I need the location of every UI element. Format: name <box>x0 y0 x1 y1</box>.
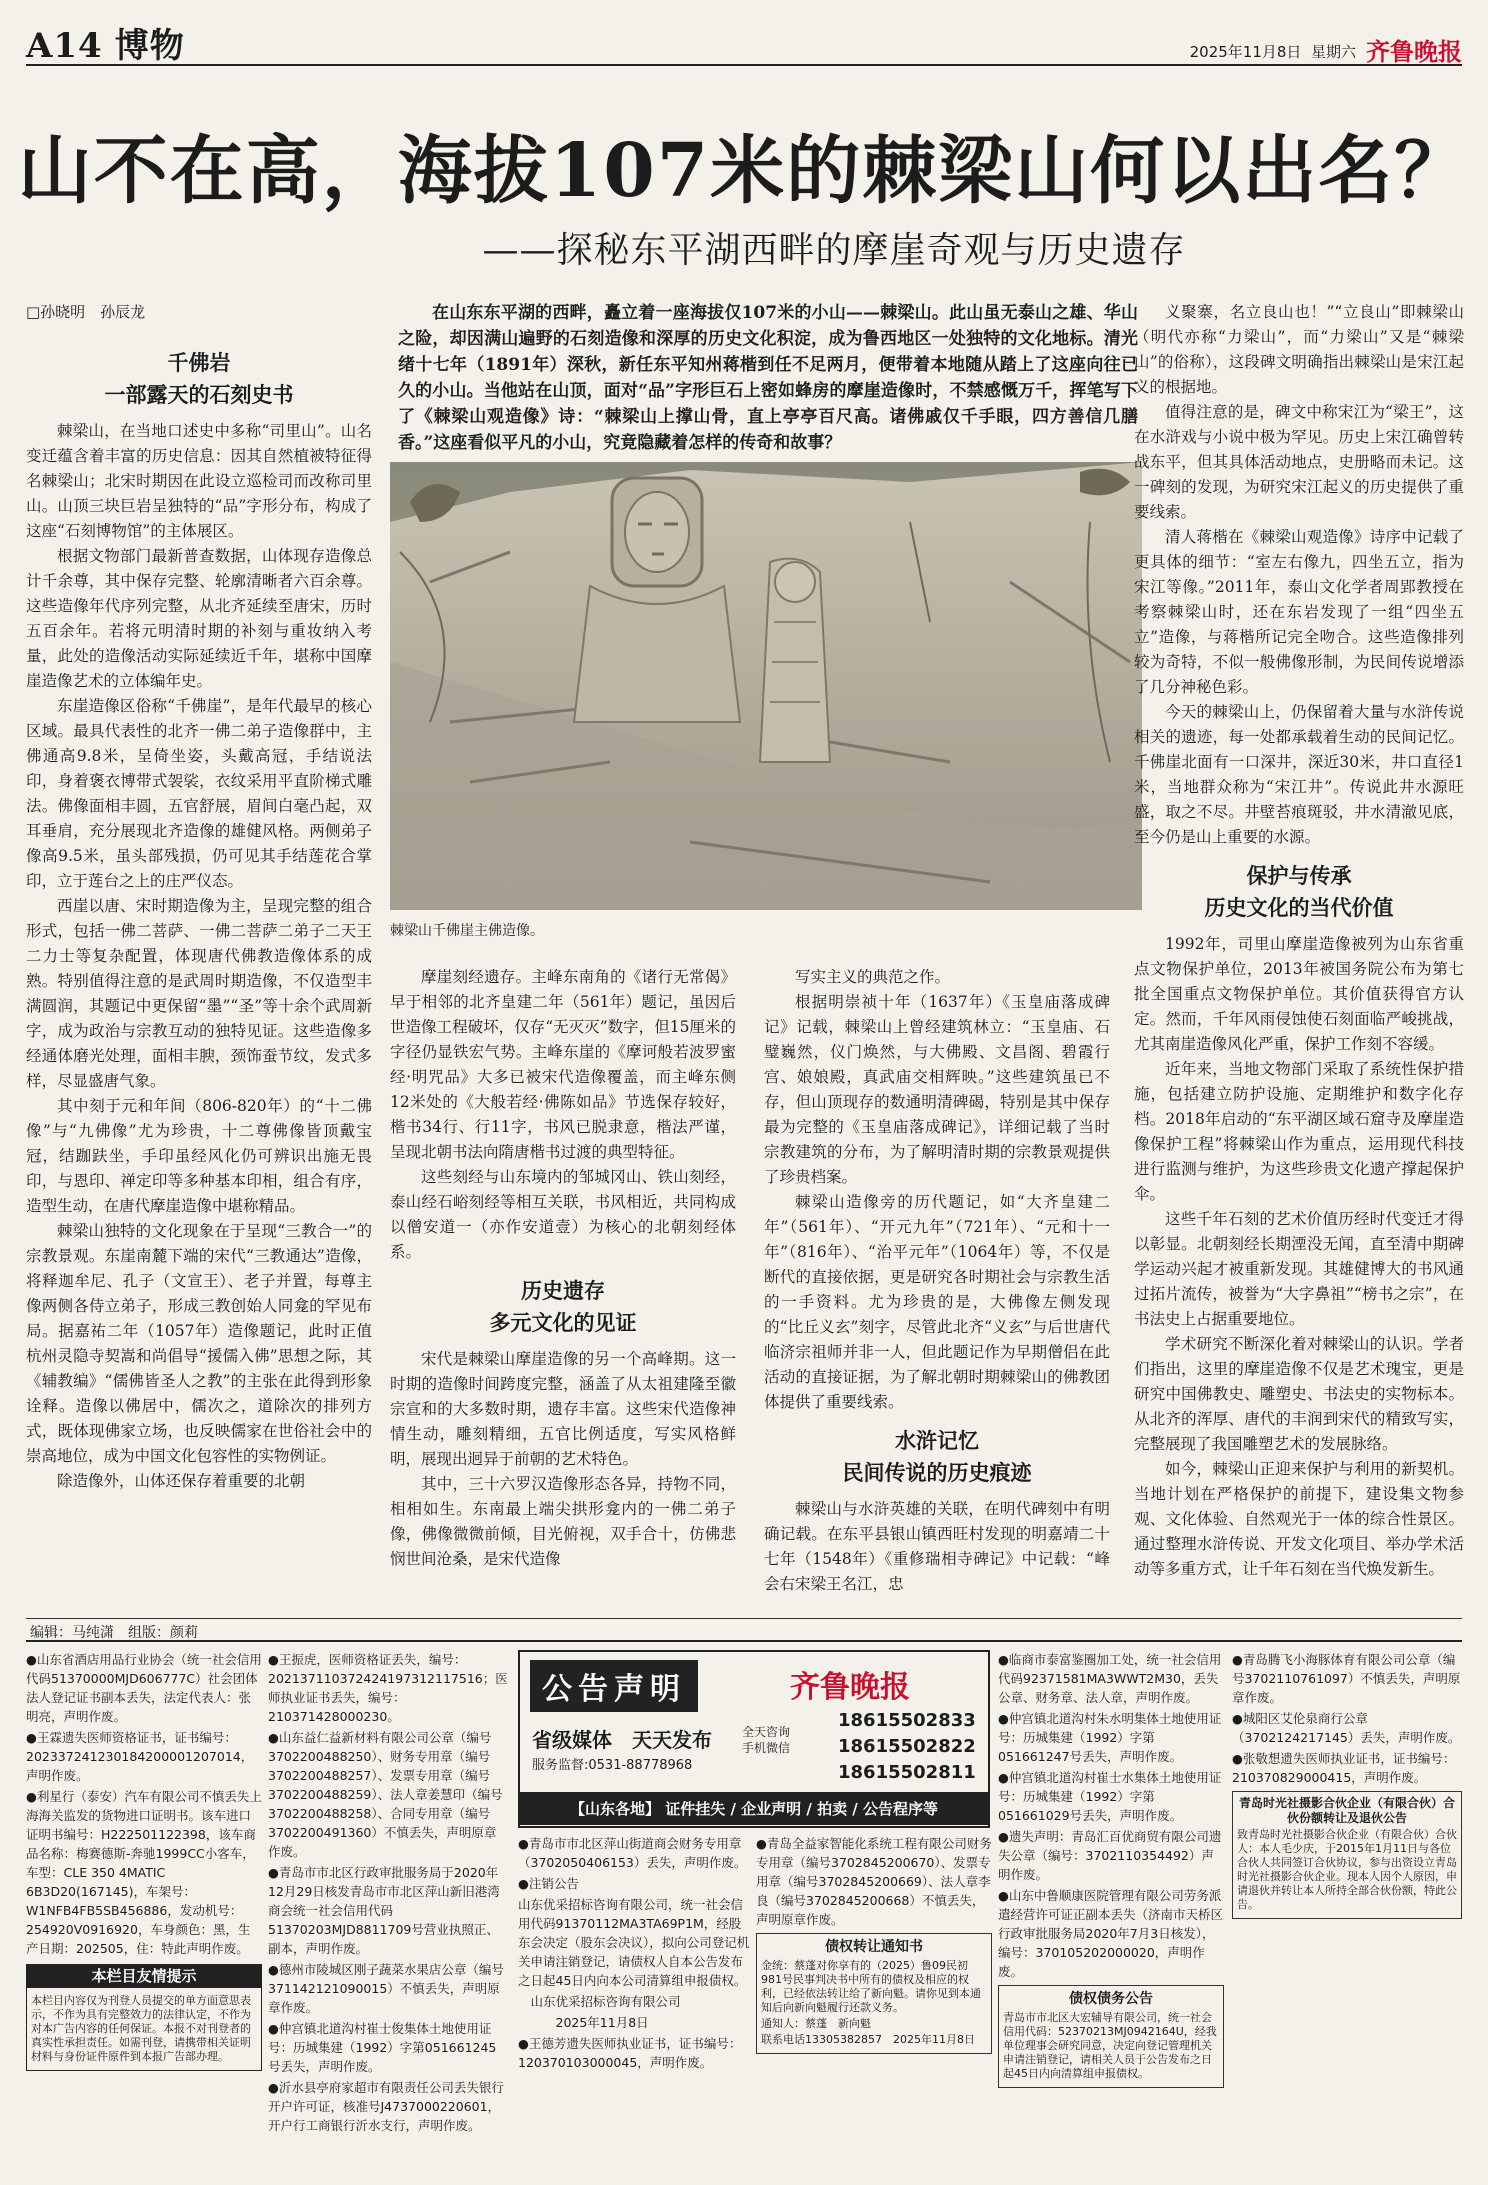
editor-credits: 编辑：马纯潇 组版：颜莉 <box>26 1618 1462 1642</box>
date: 2025年11月8日 <box>1189 43 1302 61</box>
page-number: A14 <box>26 26 103 66</box>
classified-item: ●青岛市市北区行政审批服务局于2020年12月29日核发青岛市市北区萍山新旧港湾商会统一社会信用代码51370203MJD8811709号营业执照正、副本，声明作废。 <box>268 1865 500 1956</box>
debt-notice: 债权债务公告 青岛市市北区大宏辅导有限公司，统一社会信用代码：52370213MJ0942164U，经我单位理事会研究同意，决定向登记管理机关申请注销登记，请相关人员于公告发布之日起45日内向清算组申报债权。 <box>998 1985 1224 2088</box>
classified-item: ●注销公告 <box>518 1876 579 1891</box>
debt-transfer-notice: 债权转让通知书 金统：蔡蓬对你享有的（2025）鲁09民初981号民事判决书中所有的债权及相应的权利，已经依法转让给了新向魁。请你见到本通知后向新向魁履行还款义务。 通知人：蔡蓬 新向魁 联系电话13305382857 2025年11月8日 <box>756 1933 992 2054</box>
paragraph: 其中刻于元和年间（806-820年）的“十二佛像”与“九佛像”尤为珍贵，十二尊佛像皆顶戴宝冠，结跏趺坐，手印虽经风化仍可辨识出施无畏印，与恩印、禅定印等多种基本印相，组合有序，造型生动，在唐代摩崖造像中堪称精品。 <box>26 1097 372 1215</box>
article-column-1 <box>26 300 372 1600</box>
paragraph: 宋代是棘梁山摩崖造像的另一个高峰期。这一时期的造像时间跨度完整，涵盖了从太祖建隆至徽宗宣和的大多数时期，遗存丰富。这些宋代造像神情生动，雕刻精细，五官比例适度，写实风格鲜明，展现出迥异于前朝的艺术特色。 <box>390 1350 736 1468</box>
section-name: 博物 <box>114 26 185 66</box>
tip-title: 本栏目友情提示 <box>27 1965 261 1988</box>
paper-logo: 齐鲁晚报 <box>1366 37 1462 66</box>
classified-item: ●青岛全益家智能化系统工程有限公司财务专用章（编号3702845200670）、发票专用章（编号3702845200669）、法人章李良（编号3702845200668）不慎丢失，声明原章作废。 <box>756 1836 992 1927</box>
photo-buddha-cliff <box>390 462 1142 910</box>
banner-slogan: 省级媒体 天天发布 <box>532 1728 712 1752</box>
classified-item: ●德州市陵城区刚子蔬菜水果店公章（编号371142121090015）不慎丢失，声明原章作废。 <box>268 1962 504 2015</box>
classified-column-2 <box>268 1650 508 2170</box>
article-column-3 <box>764 965 1110 1600</box>
paragraph: 写实主义的典范之作。 <box>795 968 951 986</box>
paragraph: 西崖以唐、宋时期造像为主，呈现完整的组合形式，包括一佛二菩萨、一佛二菩萨二弟子二天王二力士等复杂配置，体现唐代佛教造像体系的成熟。特别值得注意的是武周时期造像，不仅造型丰满圆润，其题记中更保留“墨”“圣”等十余个武周新字，成为政治与宗教互动的独特见证。这些造像多经通体磨光处理，面相丰腴，颈饰蚕节纹，发式多样，尽显盛唐气象。 <box>26 897 372 1090</box>
classified-item: ●青岛腾飞小海豚体育有限公司公章（编号3702110761097）不慎丢失，声明原章作废。 <box>1232 1652 1461 1705</box>
section-heading-3: 水浒记忆 民间传说的历史痕迹 <box>842 1428 1032 1485</box>
classified-item: ●山东中鲁顺康医院管理有限公司劳务派遣经营许可证正副本丢失（济南市天桥区行政审批服务局2020年7月3日核发），编号：370105202000020，声明作废。 <box>998 1888 1224 1979</box>
paragraph: 棘梁山与水浒英雄的关联，在明代碑刻中有明确记载。在东平县银山镇西旺村发现的明嘉靖二十七年（1548年）《重修瑞相寺碑记》中记载：“峰会右宋梁王名江，忠 <box>764 1500 1110 1593</box>
classified-item: 2025年11月8日 <box>518 2015 649 2030</box>
banner-services-bar: 【山东各地】 证件挂失 / 企业声明 / 拍卖 / 公告程序等 <box>520 1792 988 1825</box>
classified-item: ●山东益仁益新材料有限公司公章（编号3702200488250）、财务专用章（编号3702200488257）、发票专用章（编号3702200488259）、法人章姜慧印（编号3702200488258）、合同专用章（编号3702200491360）不慎丢失，声明原章作废。 <box>268 1730 503 1859</box>
classified-item: 山东优采招标咨询有限公司，统一社会信用代码91370112MA3TA69P1M，经股东会决定（股东会决议），拟向公司登记机关申请注销登记，请债权人自本公告发布之日起45日内向本公司清算组申报债权。 <box>518 1897 750 1988</box>
classified-item: ●王振虎，医师资格证丢失，编号：202137110372424197312117516；医师执业证书丢失，编号：210371428000230。 <box>268 1652 508 1724</box>
paragraphs <box>26 419 372 1494</box>
classified-item: ●王霖遗失医师资格证书，证书编号：202337241230184200001207014，声明作废。 <box>26 1730 254 1783</box>
paragraph: 义聚寨，名立良山也！”“立良山”即棘梁山（明代亦称“力梁山”，而“力梁山”又是“棘梁山”的俗称），这段碑文明确指出棘梁山是宋江起义的根据地。 <box>1134 303 1464 396</box>
notice-banner <box>518 1650 990 1828</box>
classified-column-6 <box>1232 1650 1462 2170</box>
classified-item: ●张敬想遗失医师执业证书，证书编号：210370829000415，声明作废。 <box>1232 1751 1456 1785</box>
paragraph: 学术研究不断深化着对棘梁山的认识。学者们指出，这里的摩崖造像不仅是艺术瑰宝，更是研究中国佛教史、雕塑史、书法史的实物标本。从北齐的浑厚、唐代的丰润到宋代的精致写实，完整展现了我国雕塑艺术的发展脉络。 <box>1134 1335 1464 1453</box>
classified-column-3 <box>518 1834 750 2170</box>
classified-item: 山东优采招标咨询有限公司 <box>518 1994 681 2009</box>
classified-item: ●王德芳遗失医师执业证书，证书编号：120370103000045，声明作废。 <box>518 2036 742 2070</box>
paragraph: 如今，棘梁山正迎来保护与利用的新契机。当地计划在严格保护的前提下，建设集文物参观、文化体验、自然观光于一体的综合性景区。通过整理水浒传说、开发文化项目、举办学术活动等多重方式，让千年石刻在当代焕发新生。 <box>1134 1460 1464 1578</box>
section-heading-2: 历史遗存 多元文化的见证 <box>489 1278 637 1335</box>
paragraph: 值得注意的是，碑文中称宋江为“梁王”，这在水浒戏与小说中极为罕见。历史上宋江确曾转战东平，但其具体活动地点，史册略而未记。这一碑刻的发现，为研究宋江起义的历史提供了重要线索。 <box>1134 403 1464 521</box>
tip-box <box>26 1964 262 2071</box>
banner-paper-logo: 齐鲁晚报 <box>790 1670 910 1705</box>
headline: 山不在高，海拔107米的棘梁山何以出名？ <box>17 128 1471 214</box>
banner-labels: 全天咨询 手机微信 <box>742 1725 791 1755</box>
classified-item: ●山东省酒店用品行业协会（统一社会信用代码51370000MJD606777C）社会团体法人登记证书副本丢失，法定代表人：张明亮，声明作废。 <box>26 1652 262 1724</box>
paragraph: 这些千年石刻的艺术价值历经时代变迁才得以彰显。北朝刻经长期湮没无闻，直至清中期碑学运动兴起才被重新发现。其雄健博大的书风通过拓片流传，被誉为“大字鼻祖”“榜书之宗”，在书法史上占据重要地位。 <box>1134 1210 1464 1328</box>
paragraph: 摩崖刻经遗存。主峰东南角的《诸行无常偈》早于相邻的北齐皇建二年（561年）题记，虽因后世造像工程破坏，仅存“无灭灭”数字，但15厘米的字径仍显铁宏气势。主峰东崖的《摩诃般若波罗蜜经·明咒品》大多已被宋代造像覆盖，而主峰东侧12米处的《大般若经·佛陈如品》节选保存较好，楷书34行、行11字，书风已脱隶意，楷法严谨，呈现北朝书法向隋唐楷书过渡的典型特征。 <box>390 968 736 1161</box>
paragraph: 棘梁山造像旁的历代题记，如“大齐皇建二年”（561年）、“开元九年”（721年）、“元和十一年”（816年）、“治平元年”（1064年）等，不仅是断代的直接依据，更是研究各时期社会与宗教生活的一手资料。尤为珍贵的是，大佛像左侧发现的“比丘义玄”刻字，尽管此北齐“义玄”与后世唐代临济宗祖师并非一人，但此题记作为早期僧侣在此活动的直接证据，为了解北朝时期棘梁山的佛教团体提供了重要线索。 <box>764 1193 1110 1411</box>
classified-item: ●仲宫镇北道沟村朱水明集体土地使用证号：历城集建（1992）字第051661247号丢失，声明作废。 <box>998 1711 1222 1764</box>
paragraph: 近年来，当地文物部门采取了系统性保护措施，包括建立防护设施、定期维护和数字化存档。2018年启动的“东平湖区域石窟寺及摩崖造像保护工程”将棘梁山作为重点，运用现代科技进行监测与维护，为这些珍贵文化遗产撑起保护伞。 <box>1134 1060 1464 1203</box>
article-column-2 <box>390 965 736 1600</box>
paragraph: 除造像外，山体还保存着重要的北朝 <box>57 1472 306 1490</box>
paragraph: 根据文物部门最新普查数据，山体现存造像总计千余尊，其中保存完整、轮廓清晰者六百余尊。这些造像年代序列完整，从北齐延续至唐宋，历时五百余年。若将元明清时期的补刻与重妆纳入考量，此处的造像活动实际延续近千年，堪称中国摩崖造像艺术的立体编年史。 <box>26 547 372 690</box>
photo-caption: 棘梁山千佛崖主佛造像。 <box>390 923 544 939</box>
paragraph: 清人蒋楷在《棘梁山观造像》诗序中记载了更具体的细节：“室左右像九，四坐五立，指为宋江等像。”2011年，泰山文化学者周郢教授在考察棘梁山时，还在东岩发现了一组“四坐五立”造像，与蒋楷所记完全吻合。这些造像排列较为奇特，不似一般佛像形制，为民间传说增添了几分神秘色彩。 <box>1134 528 1464 696</box>
paragraph: 这些刻经与山东境内的邹城冈山、铁山刻经，泰山经石峪刻经等相互关联，书风相近，共同构成以僧安道一（亦作安道壹）为核心的北朝刻经体系。 <box>390 1168 736 1261</box>
paragraph: 其中，三十六罗汉造像形态各异，持物不同，相相如生。东南最上端尖拱形龛内的一佛二弟子像，佛像微微前倾，目光俯视，双手合十，仿佛悲悯世间沧桑，是宋代造像 <box>390 1475 736 1568</box>
classified-item: ●沂水县亭府家超市有限责任公司丢失银行开户许可证，核准号J4737000220601，开户行工商银行沂水支行，声明作废。 <box>268 2080 504 2133</box>
classified-item: ●仲宫镇北道沟村崔士水集体土地使用证号：历城集建（1992）字第051661029号丢失，声明作废。 <box>998 1770 1222 1823</box>
classified-item: ●利星行（泰安）汽车有限公司不慎丢失上海海关监发的货物进口证明书。该车进口证明书编号：H222501122398，该车商品名称：梅赛德斯-奔驰1999CC小客车，车型：CLE 350 4MATIC 6B3D20(167145)，车架号：W1NFB4FB5SB456886，发动机号：254920V0916920，车身颜色：黑，生产日期：202505，住：特此声明作废。 <box>26 1789 262 1956</box>
classified-item: ●临商市泰富鉴圈加工处，统一社会信用代码92371581MA3WWT2M30，丢失公章、财务章、法人章，声明作废。 <box>998 1652 1222 1705</box>
paragraph: 根据明崇祯十年（1637年）《玉皇庙落成碑记》记载，棘梁山上曾经建筑林立：“玉皇庙、石璧巍然，仪门焕然，与大佛殿、文昌阁、碧霞行宫、娘娘殿，真武庙交相辉映。”这些建筑虽已不存，但山顶现存的数通明清碑碣，特别是其中保存最为完整的《玉皇庙落成碑记》，详细记载了当时宗教建筑的分布，为了解明清时期的宗教景观提供了珍贵档案。 <box>764 993 1110 1186</box>
classified-item: ●仲宫镇北道沟村崔士俊集体土地使用证号：历城集建（1992）字第051661245号丢失，声明作废。 <box>268 2021 497 2074</box>
tip-body: 本栏目内容仅为刊登人员提交的单方面意思表示，不作为具有完整效力的法律认定，不作为对本广告内容的任何保证。本报不对刊登者的真实性承担责任。如需刊登，请携带相关证明材料与身份证件原件到本报广告部办理。 <box>31 1994 251 2063</box>
cliff-image <box>390 462 1142 910</box>
masthead <box>26 18 1462 66</box>
banner-hotline: 服务监督:0531-88778968 <box>532 1758 693 1773</box>
classified-item: ●青岛市市北区萍山街道商会财务专用章（3702050406153）丢失，声明作废。 <box>518 1836 747 1870</box>
paragraph: 棘梁山，在当地口述史中多称“司里山”。山名变迁蕴含着丰富的历史信息：因其自然植被特征得名棘梁山；北宋时期因在此设立巡检司而改称司里山。山顶三块巨岩呈独特的“品”字形分布，构成了这座“石刻博物馆”的主体展区。 <box>26 422 372 540</box>
partnership-notice: 青岛时光社摄影合伙企业（有限合伙）合伙份额转让及退伙公告 致青岛时光社摄影合伙企业（有限合伙）合伙人：本人毛少庆，于2015年1月11日与各位合伙人共同签订合伙协议，参与出资设立青岛时光社摄影合伙企业。现本人因个人原因，申请退伙并转让本人所持全部合伙份额，特此公告。 <box>1232 1791 1462 1919</box>
paragraph: 棘梁山独特的文化现象在于呈现“三教合一”的宗教景观。东崖南麓下端的宋代“三教通达”造像，将释迦牟尼、孔子（文宣王）、老子并置，每尊主像两侧各侍立弟子，形成三教创始人同龛的罕见布局。据嘉祐二年（1057年）造像题记，此时正值杭州灵隐寺契嵩和尚倡导“援儒入佛”思想之际，其《辅教编》“儒佛皆圣人之教”的主张在此得到形象诠释。造像以佛居中，儒次之，道除次的排列方式，既体现佛家立场，也反映儒家在世俗社会中的崇高地位，成为中国文化包容性的实物例证。 <box>26 1222 372 1465</box>
classified-item: ●遗失声明：青岛汇百优商贸有限公司遗失公章（编号：3702110354492）声明作废。 <box>998 1829 1222 1882</box>
date-line <box>1190 32 1462 67</box>
paragraph: 东崖造像区俗称“千佛崖”，是年代最早的核心区域。最具代表性的北齐一佛二弟子造像群中，主佛通高9.8米，呈倚坐姿，头戴高冠，手结说法印，身着褒衣博带式袈裟，衣纹采用平直阶梯式雕法。佛像面相丰圆，五官舒展，眉间白毫凸起，双耳垂肩，充分展现北齐造像的雄健风格。两侧弟子像高9.5米，虽头部残损，仍可见其手结莲花合掌印，立于莲台之上的庄严仪态。 <box>26 697 372 890</box>
paragraph: 1992年，司里山摩崖造像被列为山东省重点文物保护单位，2013年被国务院公布为第七批全国重点文物保护单位。其价值获得官方认定。然而，千年风雨侵蚀使石刻面临严峻挑战，尤其南崖造像风化严重，保护工作刻不容缓。 <box>1134 935 1464 1053</box>
byline: □孙晓明 孙辰龙 <box>26 303 146 321</box>
paragraph: 今天的棘梁山上，仍保留着大量与水浒传说相关的遗迹，每一处都承载着生动的民间记忆。千佛崖北面有一口深井，深近30米，井口直径1米，当地群众称为“宋江井”。传说此井水源旺盛，取之不尽。井壁苔痕斑驳，井水清澈见底，至今仍是山上重要的水源。 <box>1134 703 1464 846</box>
classified-column-1 <box>26 1650 262 2170</box>
article-column-4 <box>1134 300 1464 1600</box>
classified-column-4 <box>756 1834 992 2170</box>
classified-item: ●城阳区艾伦泉商行公章（3702124217145）丢失，声明作废。 <box>1232 1711 1461 1745</box>
page-section <box>26 18 185 67</box>
section-heading-4: 保护与传承 历史文化的当代价值 <box>1204 863 1394 920</box>
banner-phones: 18615502833 18615502822 18615502811 <box>838 1710 976 1783</box>
article-lead: 在山东东平湖的西畔，矗立着一座海拔仅107米的小山——棘梁山。此山虽无泰山之雄、华山之险，却因满山遍野的石刻造像和深厚的历史文化积淀，成为鲁西地区一处独特的文化地标。清光绪十七年（1891年）深秋，新任东平知州蒋楷到任不足两月，便带着本地随从踏上了这座向往已久的小山。当他站在山顶，面对“品”字形巨石上密如蜂房的摩崖造像时，不禁感慨万千，挥笔写下了《棘梁山观造像》诗：“棘梁山上撑山骨，直上亭亭百尺高。诸佛戚仅千手眼，四方善信几膳香。”这座看似平凡的小山，究竟隐藏着怎样的传奇和故事？ <box>398 303 1138 453</box>
section-heading-1: 千佛岩 一部露天的石刻史书 <box>104 350 294 407</box>
subhead: ——探秘东平湖西畔的摩崖奇观与历史遗存 <box>482 230 1186 271</box>
banner-title: 公告声明 <box>530 1660 698 1712</box>
weekday: 星期六 <box>1310 43 1356 61</box>
classified-column-5 <box>998 1650 1224 2170</box>
